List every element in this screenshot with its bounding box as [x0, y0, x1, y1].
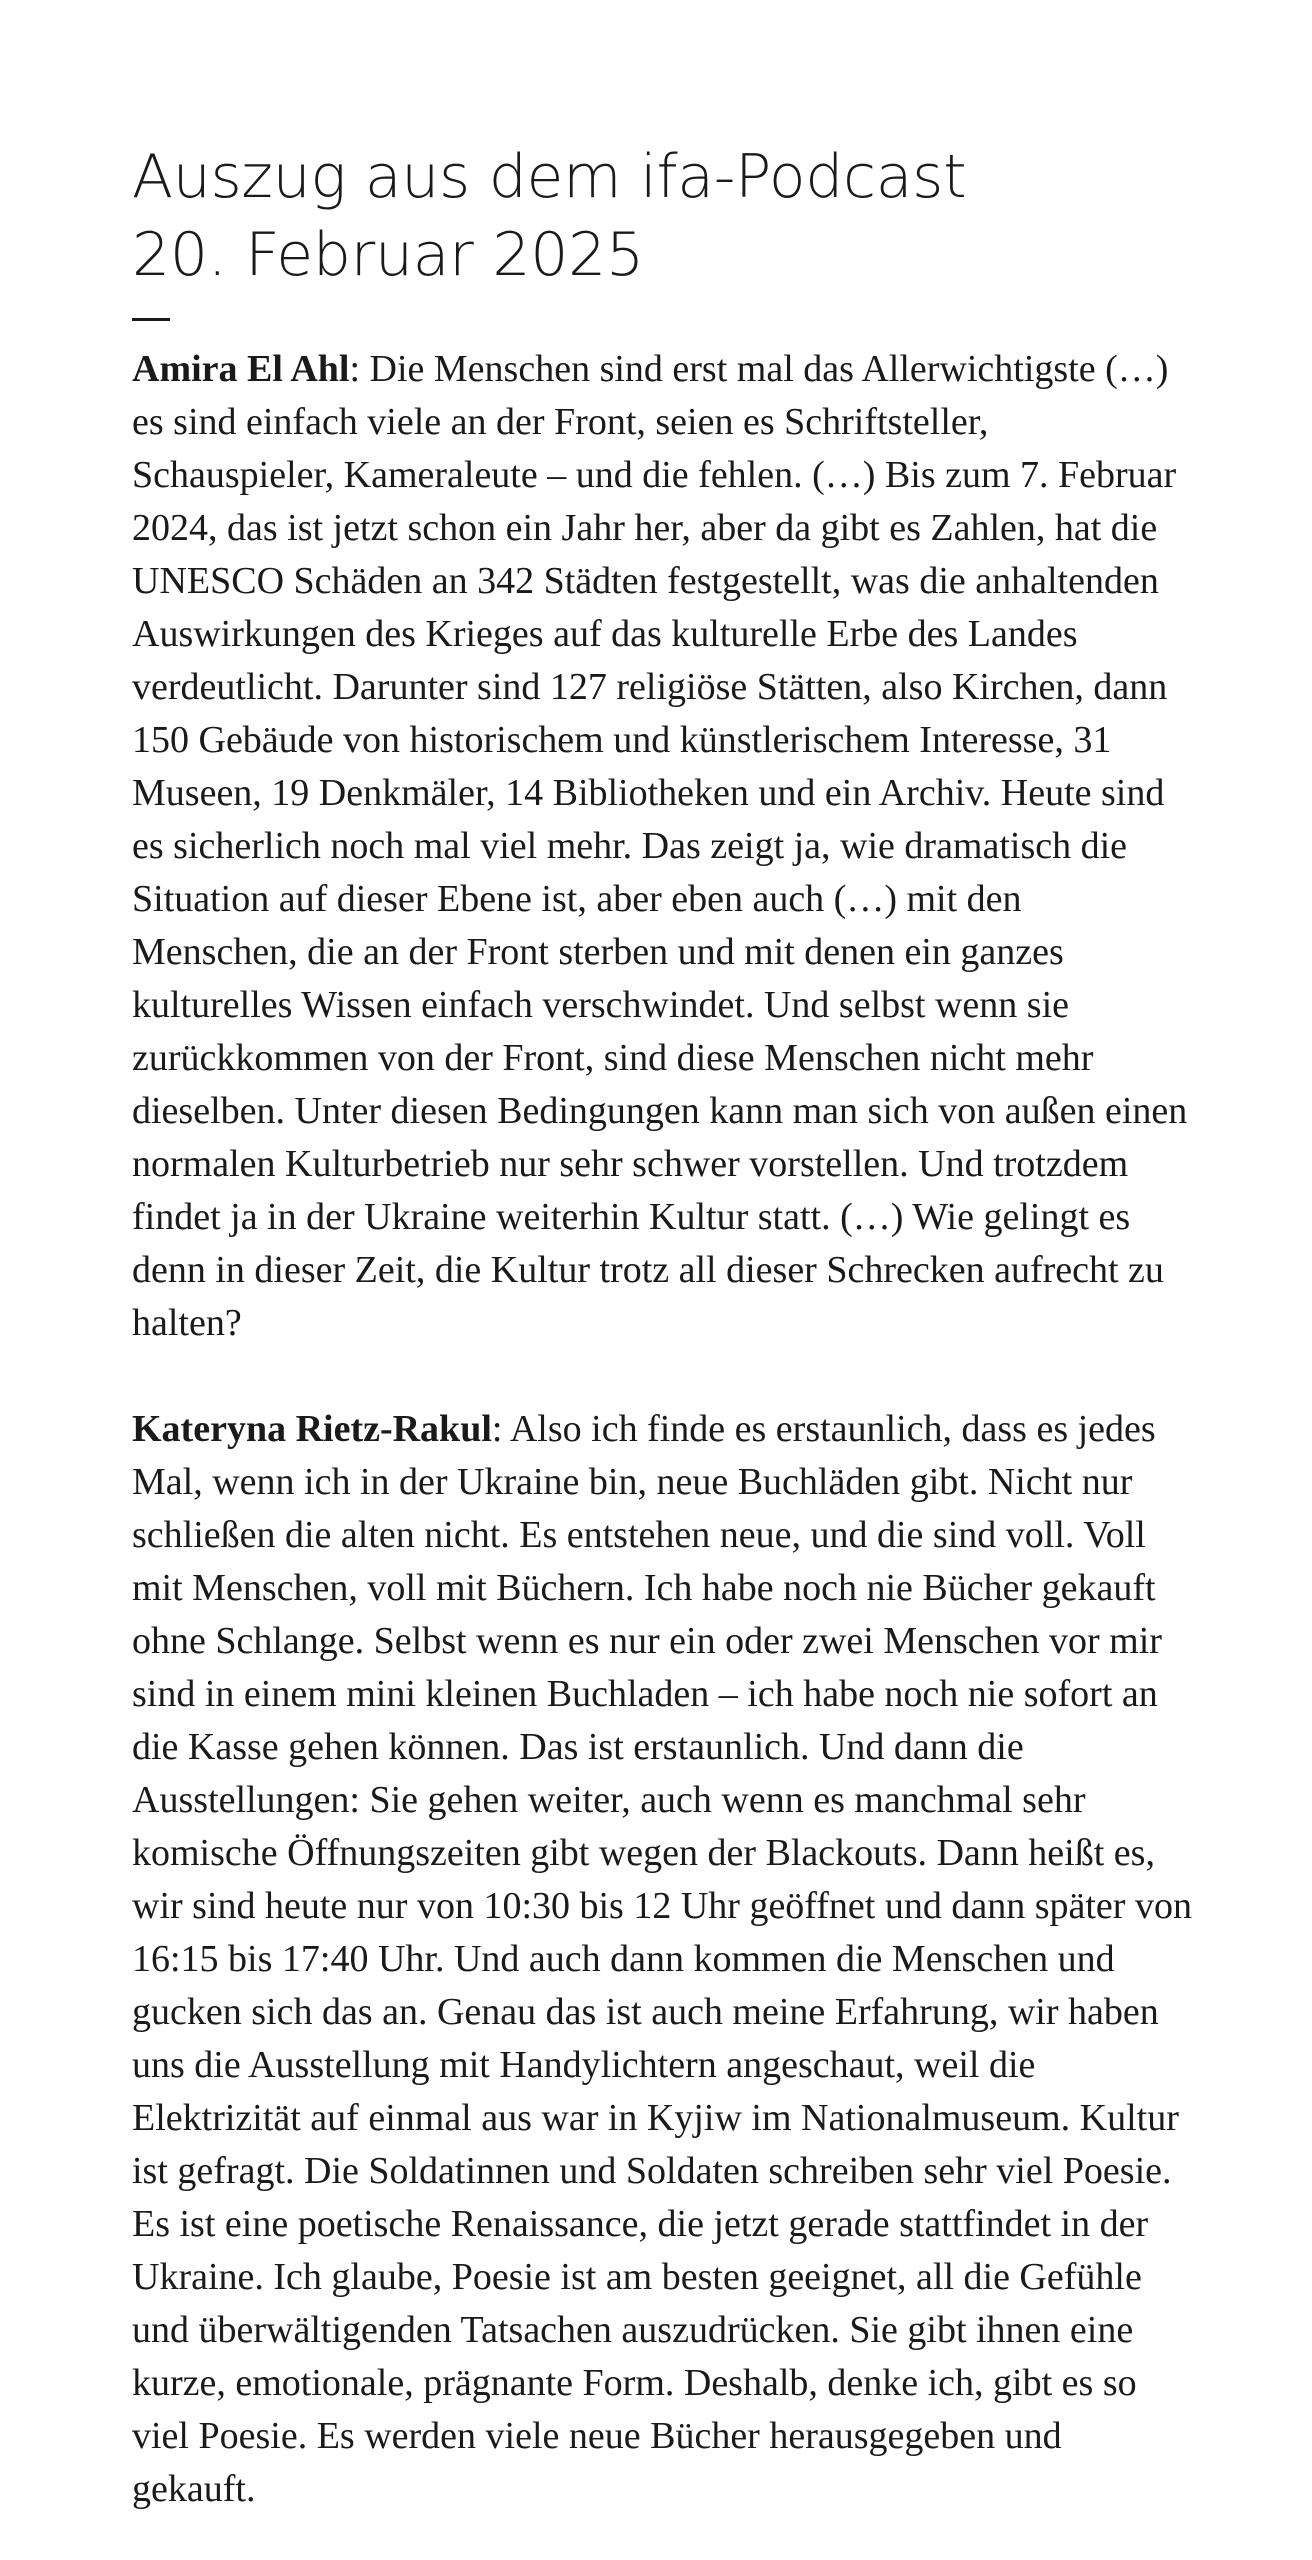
- paragraph-text: : Also ich finde es erstaunlich, dass es jedes Mal, wenn ich in der Ukraine bin, neue Buchläden gibt. Nicht nur schließen die alten nicht. Es entstehen neue, und die sind voll. Voll mit Menschen, voll mit Büchern. Ich habe noch nie Bücher gekauft ohne Schlange. Selbst wenn es nur ein oder zwei Menschen vor mir sind in einem mini kleinen Buchladen – ich habe noch nie sofort an die Kasse gehen können. Das ist erstaunlich. Und dann die Ausstellungen: Sie gehen weiter, auch wenn es manchmal sehr komische Öffnungszeiten gibt wegen der Blackouts. Dann heißt es, wir sind heute nur von 10:30 bis 12 Uhr geöffnet und dann später von 16:15 bis 17:40 Uhr. Und auch dann kommen die Menschen und gucken sich das an. Genau das ist auch meine Erfahrung, wir haben uns die Ausstellung mit Handylichtern angeschaut, weil die Elektrizität auf einmal aus war in Kyjiw im Nationalmuseum. Kultur ist gefragt. Die Soldatinnen und Soldaten schreiben sehr viel Poesie. Es ist eine poetische Renaissance, die jetzt gerade stattfindet in der Ukraine. Ich glaube, Poesie ist am besten geeignet, all die Gefühle und überwältigenden Tatsachen auszudrücken. Sie gibt ihnen eine kurze, emotionale, prägnante Form. Deshalb, denke ich, gibt es so viel Poesie. Es werden viele neue Bücher herausgegeben und gekauft.: [132, 1408, 1192, 2510]
- title-line-podcast: Auszug aus dem ifa-Podcast: [132, 142, 967, 212]
- document-page: [132, 138, 1192, 2516]
- paragraph-text: : Die Menschen sind erst mal das Allerwichtigste (…) es sind einfach viele an der Front, seien es Schriftsteller, Schauspieler, Kameraleute – und die fehlen. (…) Bis zum 7. Februar 2024, das ist jetzt schon ein Jahr her, aber da gibt es Zahlen, hat die UNESCO Schäden an 342 Städten festgestellt, was die anhaltenden Auswirkungen des Krieges auf das kulturelle Erbe des Landes verdeutlicht. Darunter sind 127 religiöse Stätten, also Kirchen, dann 150 Gebäude von historischem und künstlerischem Interesse, 31 Museen, 19 Denkmäler, 14 Bibliotheken und ein Archiv. Heute sind es sicherlich noch mal viel mehr. Das zeigt ja, wie dramatisch die Situation auf dieser Ebene ist, aber eben auch (…) mit den Menschen, die an der Front sterben und mit denen ein ganzes kulturelles Wissen einfach verschwindet. Und selbst wenn sie zurückkommen von der Front, sind diese Menschen nicht mehr dieselben. Unter diesen Bedingungen kann man sich von außen einen normalen Kulturbetrieb nur sehr schwer vorstellen. Und trotzdem findet ja in der Ukraine weiterhin Kultur statt. (…) Wie gelingt es denn in dieser Zeit, die Kultur trotz all dieser Schrecken aufrecht zu halten?: [132, 348, 1188, 1344]
- speaker-name: Kateryna Rietz-Rakul: [132, 1408, 492, 1450]
- title-line-date: 20. Februar 2025: [132, 220, 644, 290]
- title-divider: [132, 318, 170, 321]
- paragraph-amira: [132, 343, 1192, 1350]
- page-title: [132, 138, 1192, 294]
- speaker-name: Amira El Ahl: [132, 348, 350, 390]
- paragraph-kateryna: [132, 1403, 1192, 2516]
